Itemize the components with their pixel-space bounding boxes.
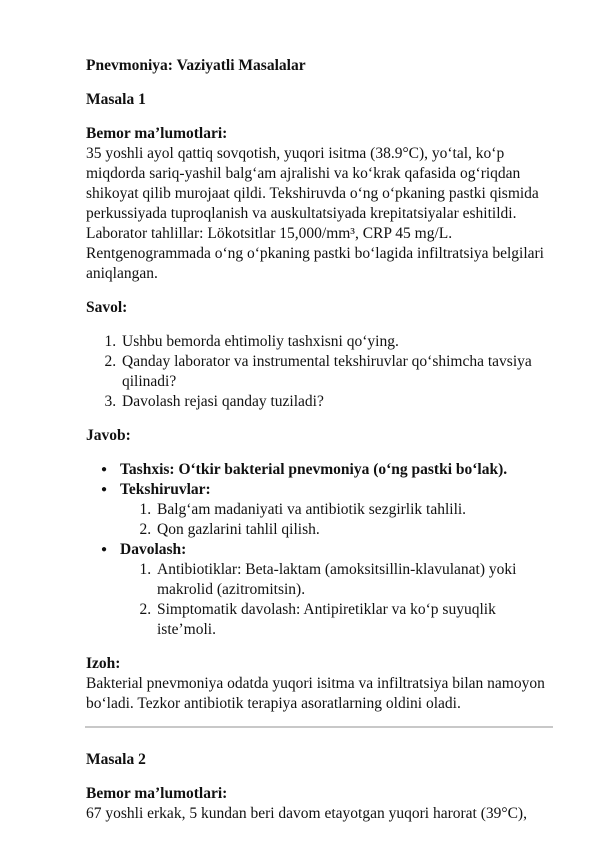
case1-patient-label: Bemor ma’lumotlari: <box>86 125 228 142</box>
question-item: 3. Davolash rejasi qanday tuziladi? <box>120 392 556 412</box>
tests-list <box>120 500 556 540</box>
tests-label: Tekshiruvlar: <box>120 481 211 498</box>
test-item: 1. Balg‘am madaniyati va antibiotik sezgirlik tahlili. <box>155 500 556 520</box>
case1-answer-label: Javob: <box>86 427 131 444</box>
case2-patient-section <box>86 784 556 824</box>
document-title: Pnevmoniya: Vaziyatli Masalalar <box>86 57 306 74</box>
case1-heading: Masala 1 <box>86 91 146 108</box>
treatment-item: 1. Antibiotiklar: Beta-laktam (amoksitsillin-klavulanat) yoki makrolid (azitromitsin). <box>155 560 556 600</box>
question-item: 1. Ushbu bemorda ehtimoliy tashxisni qo‘ying. <box>120 332 556 352</box>
diagnosis-text: Tashxis: O‘tkir bakterial pnevmoniya (o‘ng pastki bo‘lak). <box>120 461 508 478</box>
case1-question-label: Savol: <box>86 299 128 316</box>
answer-item-diagnosis <box>101 460 556 480</box>
case1-patient-section <box>86 124 556 284</box>
document-page <box>86 56 556 824</box>
case1-answer-list <box>86 460 556 640</box>
case1-note-label: Izoh: <box>86 655 121 672</box>
treatment-list <box>120 560 556 640</box>
case2-patient-label: Bemor ma’lumotlari: <box>86 785 228 802</box>
bullet-icon: ● <box>101 464 108 475</box>
case2-heading: Masala 2 <box>86 751 146 768</box>
case2-patient-text: 67 yoshli erkak, 5 kundan beri davom etayotgan yuqori harorat (39°C), <box>86 805 527 822</box>
question-item: 2. Qanday laborator va instrumental tekshiruvlar qo‘shimcha tavsiya qilinadi? <box>120 352 556 392</box>
bullet-icon: ● <box>101 484 108 495</box>
answer-item-treatment <box>101 540 556 640</box>
test-item: 2. Qon gazlarini tahlil qilish. <box>155 520 556 540</box>
bullet-icon: ● <box>101 544 108 555</box>
treatment-item: 2. Simptomatik davolash: Antipiretiklar va ko‘p suyuqlik iste’moli. <box>155 600 556 640</box>
section-divider <box>85 726 553 728</box>
case1-question-list <box>86 332 556 412</box>
treatment-label: Davolash: <box>120 541 187 558</box>
answer-item-tests <box>101 480 556 540</box>
case1-patient-text: 35 yoshli ayol qattiq sovqotish, yuqori isitma (38.9°C), yo‘tal, ko‘p miqdorda sariq-yashil balg‘am ajralishi va ko‘krak qafasida og‘riqdan shikoyat qilib murojaat qildi. Tekshiruvda o‘ng o‘pkaning pastki qismida perkussiyada tuproqlanish va auskultatsiyada krepitatsiyalar eshitildi. Laborator tahlillar: Lökotsitlar 15,000/mm³, CRP 45 mg/L. Rentgenogrammada o‘ng o‘pkaning pastki bo‘lagida infiltratsiya belgilari aniqlangan. <box>86 145 544 282</box>
case1-note-section <box>86 654 556 714</box>
case1-note-text: Bakterial pnevmoniya odatda yuqori isitma va infiltratsiya bilan namoyon bo‘ladi. Tezkor antibiotik terapiya asoratlarning oldini oladi. <box>86 675 545 712</box>
